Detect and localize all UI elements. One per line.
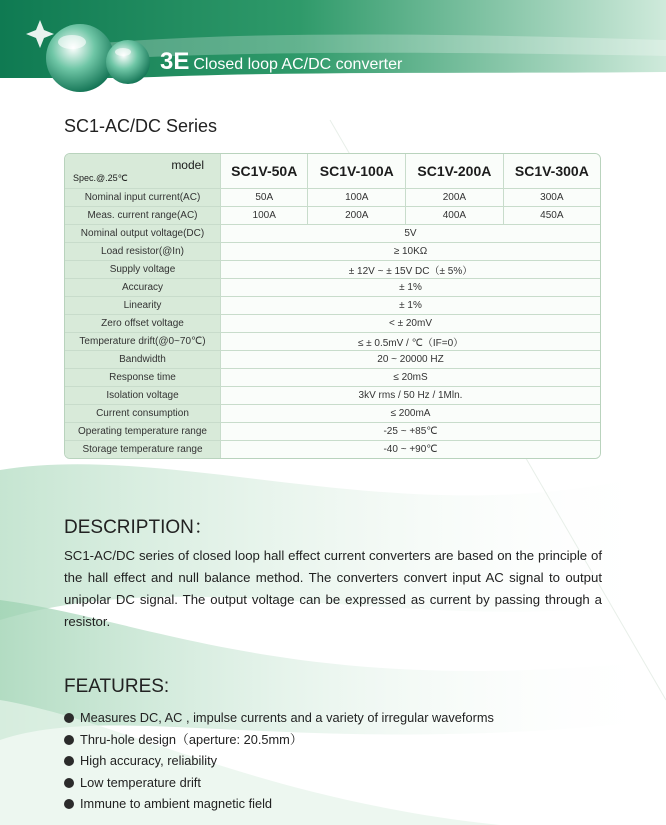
- feature-text: Immune to ambient magnetic field: [80, 796, 273, 811]
- model-header-3: SC1V-200A: [406, 154, 504, 189]
- table-header-row: [65, 154, 600, 189]
- series-title: SC1-AC/DC Series: [64, 116, 218, 136]
- list-item: [64, 707, 494, 729]
- row-label: Nominal output voltage(DC): [65, 225, 221, 243]
- product-code: 3E: [160, 48, 190, 75]
- row-value: 20 ~ 20000 HZ: [221, 351, 600, 369]
- table-row: [65, 243, 600, 261]
- table-row: [65, 387, 600, 405]
- row-value: 50A: [221, 189, 308, 207]
- table-row: [65, 351, 600, 369]
- row-value: 450A: [504, 207, 600, 225]
- row-label: Supply voltage: [65, 261, 221, 279]
- row-label: Load resistor(@In): [65, 243, 221, 261]
- row-label: Meas. current range(AC): [65, 207, 221, 225]
- row-label: Temperature drift(@0~70℃): [65, 333, 221, 351]
- bullet-icon: [64, 735, 74, 745]
- list-item: [64, 750, 494, 772]
- row-value: -25 ~ +85℃: [221, 423, 600, 441]
- table-row: [65, 207, 600, 225]
- row-value: 200A: [308, 207, 406, 225]
- row-value: ≤ 200mA: [221, 405, 600, 423]
- table-row: [65, 297, 600, 315]
- table-row: [65, 225, 600, 243]
- row-label: Storage temperature range: [65, 441, 221, 458]
- row-value: -40 ~ +90℃: [221, 441, 600, 458]
- row-value: 200A: [406, 189, 504, 207]
- row-label: Accuracy: [65, 279, 221, 297]
- table-row: [65, 189, 600, 207]
- feature-text: Low temperature drift: [80, 774, 201, 790]
- row-value: 5V: [221, 225, 600, 243]
- feature-text: Thru-hole design（aperture: 20.5mm）: [80, 731, 303, 747]
- features-list: [64, 707, 494, 815]
- row-value: 400A: [406, 207, 504, 225]
- header-orbs-graphic: [0, 0, 170, 100]
- row-label: Bandwidth: [65, 351, 221, 369]
- bullet-icon: [64, 756, 74, 766]
- row-label: Nominal input current(AC): [65, 189, 221, 207]
- spec-table: [64, 153, 601, 459]
- row-value: 100A: [308, 189, 406, 207]
- bullet-icon: [64, 778, 74, 788]
- row-label: Response time: [65, 369, 221, 387]
- row-value: ≤ ± 0.5mV / ℃（IF=0）: [221, 333, 600, 351]
- row-label: Linearity: [65, 297, 221, 315]
- row-value: 100A: [221, 207, 308, 225]
- row-value: ≤ 20mS: [221, 369, 600, 387]
- row-value: < ± 20mV: [221, 315, 600, 333]
- product-title: Closed loop AC/DC converter: [193, 56, 403, 73]
- row-value: ± 1%: [221, 297, 600, 315]
- row-label: Zero offset voltage: [65, 315, 221, 333]
- table-row: [65, 441, 600, 458]
- feature-text: High accuracy, reliability: [80, 753, 218, 768]
- row-value: 300A: [504, 189, 600, 207]
- list-item: [64, 793, 494, 815]
- table-row: [65, 369, 600, 387]
- table-row: [65, 279, 600, 297]
- model-header-4: SC1V-300A: [504, 154, 600, 189]
- table-corner-cell: [65, 154, 221, 189]
- table-row: [65, 405, 600, 423]
- model-header-1: SC1V-50A: [221, 154, 308, 189]
- row-value: ± 12V ~ ± 15V DC（± 5%）: [221, 261, 600, 279]
- table-row: [65, 423, 600, 441]
- table-row: [65, 333, 600, 351]
- description-heading: DESCRIPTION：: [64, 517, 213, 538]
- row-value: ± 1%: [221, 279, 600, 297]
- model-header-2: SC1V-100A: [308, 154, 406, 189]
- bullet-icon: [64, 799, 74, 809]
- corner-model-label: model: [171, 158, 204, 172]
- feature-text: Measures DC, AC , impulse currents and a variety of irregular waveforms: [80, 710, 494, 725]
- row-value: ≥ 10KΩ: [221, 243, 600, 261]
- row-label: Operating temperature range: [65, 423, 221, 441]
- header-title-block: [160, 48, 402, 76]
- corner-spec-label: Spec.@.25℃: [73, 173, 128, 183]
- row-label: Current consumption: [65, 405, 221, 423]
- list-item: [64, 729, 494, 751]
- row-value: 3kV rms / 50 Hz / 1Mln.: [221, 387, 600, 405]
- description-body: SC1-AC/DC series of closed loop hall effect current converters are based on the principle of the hall effect and null balance method. The converters convert input AC signal to output unipolar DC signal. The output voltage can be expressed as current by passing through a resistor.: [64, 548, 602, 629]
- row-label: Isolation voltage: [65, 387, 221, 405]
- bullet-icon: [64, 713, 74, 723]
- table-row: [65, 261, 600, 279]
- table-row: [65, 315, 600, 333]
- list-item: [64, 772, 494, 794]
- features-heading: FEATURES:: [64, 676, 170, 697]
